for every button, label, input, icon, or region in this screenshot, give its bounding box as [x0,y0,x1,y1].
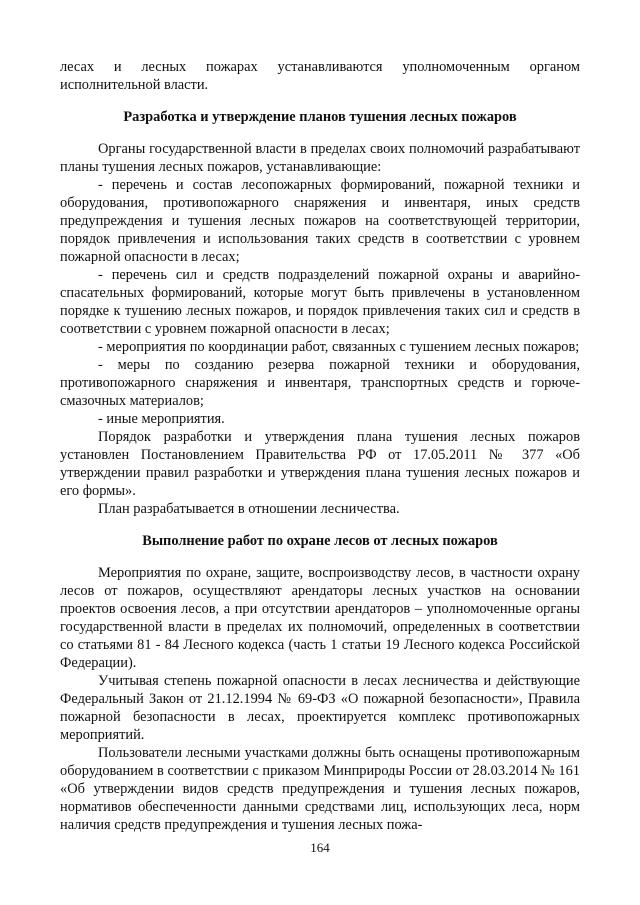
paragraph: Пользователи лесными участками должны быть оснащены противопожарным оборудованием в соответствии с приказом Минприроды России от 28.03.2014 № 161 «Об утверждении видов средств предупреждения и тушения лесных пожаров, нормативов обеспеченности данными средствами лиц, использующих леса, норм наличия средств предупреждения и тушения лесных пожа- [60,745,580,833]
list-item: - иные мероприятия. [98,411,225,427]
paragraph-continuation: лесах и лесных пожарах устанавливаются уполномоченным органом исполнительной власти. [60,59,580,93]
paragraph: Учитывая степень пожарной опасности в лесах лесничества и действующие Федеральный Закон от 21.12.1994 № 69-ФЗ «О пожарной безопасности», Правила пожарной безопасности в лесах, проектируется комплекс противопожарных мероприятий. [60,673,580,743]
paragraph: Органы государственной власти в пределах своих полномочий разрабатывают планы тушения лесных пожаров, устанавливающие: [60,141,580,175]
paragraph: План разрабатывается в отношении лесничества. [98,501,400,517]
paragraph: Мероприятия по охране, защите, воспроизводству лесов, в частности охрану лесов от пожаров, осуществляют арендаторы лесных участков на основании проектов освоения лесов, а при отсутствии арендаторов – уполномоченные органы государственной власти в пределах их полномочий, определенных в соответствии со статьями 81 - 84 Лесного кодекса (часть 1 статьи 19 Лесного кодекса Российской Федерации). [60,565,580,671]
list-item: - меры по созданию резерва пожарной техники и оборудования, противопожарного снаряжения и инвентаря, транспортных средств и горюче-смазочных материалов; [60,357,580,409]
document-page [60,58,580,834]
section-heading-fire-protection: Выполнение работ по охране лесов от лесных пожаров [142,533,498,549]
paragraph: Порядок разработки и утверждения плана тушения лесных пожаров установлен Постановлением Правительства РФ от 17.05.2011 № 377 «Об утверждении правил разработки и утверждения плана тушения лесных пожаров и его формы». [60,429,580,499]
section-heading-plans: Разработка и утверждение планов тушения лесных пожаров [123,109,517,125]
page-number: 164 [310,840,330,855]
list-item: - мероприятия по координации работ, связанных с тушением лесных пожаров; [98,339,580,355]
list-item: - перечень и состав лесопожарных формирований, пожарной техники и оборудования, противопожарного снаряжения и инвентаря, иных средств предупреждения и тушения лесных пожаров на соответствующей территории, порядок привлечения и использования таких средств в соответствии с уровнем пожарной опасности в лесах; [60,177,580,265]
list-item: - перечень сил и средств подразделений пожарной охраны и аварийно-спасательных формирований, которые могут быть привлечены в установленном порядке к тушению лесных пожаров, и порядок привлечения таких сил и средств в соответствии с уровнем пожарной опасности в лесах; [60,267,580,337]
